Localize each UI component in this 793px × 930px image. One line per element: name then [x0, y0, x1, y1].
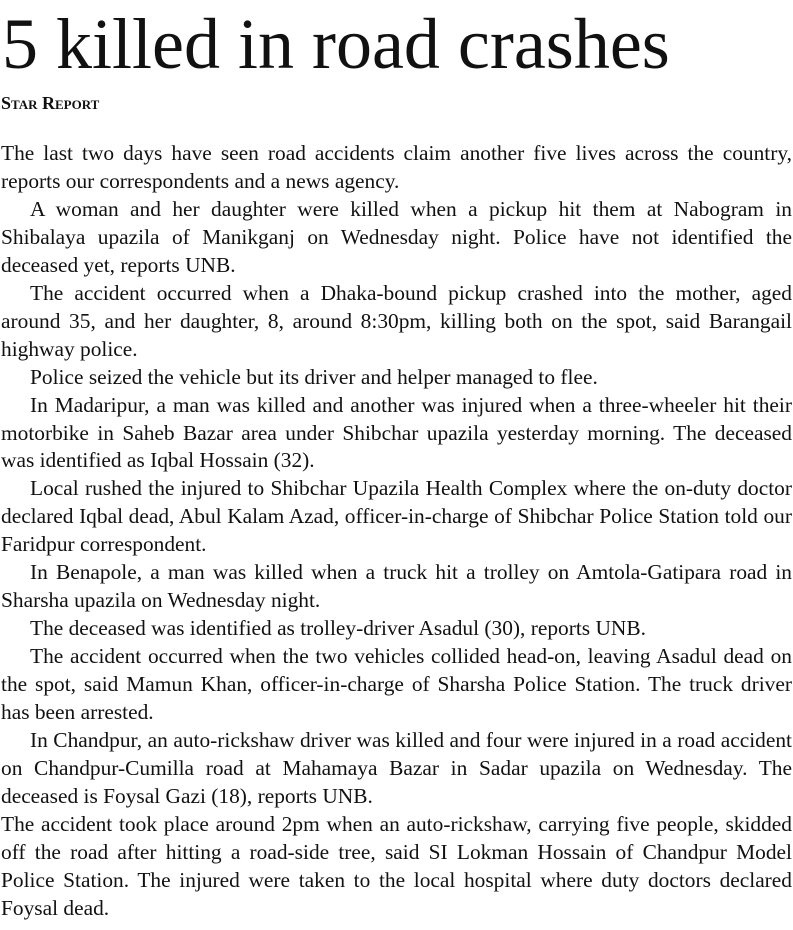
paragraph: Police seized the vehicle but its driver and helper managed to flee.: [30, 364, 598, 389]
paragraph: In Chandpur, an auto-rickshaw driver was killed and four were injured in a road accident on Chandpur-Cumilla road at Mahamaya Bazar in Sadar upazila on Wednesday. The deceased is Foysal Gazi (18), reports UNB.: [1, 728, 792, 808]
paragraph: Local rushed the injured to Shibchar Upazila Health Complex where the on-duty doctor declared Iqbal dead, Abul Kalam Azad, officer-in-charge of Shibchar Police Station told our Faridpur correspondent.: [1, 476, 792, 557]
paragraph: The deceased was identified as trolley-driver Asadul (30), reports UNB.: [30, 616, 646, 641]
article-byline: Star Report: [1, 93, 100, 113]
paragraph: In Benapole, a man was killed when a truck hit a trolley on Amtola-Gatipara road in Sharsha upazila on Wednesday night.: [1, 560, 792, 613]
paragraph: The accident took place around 2pm when an auto-rickshaw, carrying five people, skidded off the road after hitting a road-side tree, said SI Lokman Hossain of Chandpur Model Police Station. The injured were taken to the local hospital where duty doctors declared Foysal dead.: [1, 811, 792, 920]
paragraph: The accident occurred when the two vehicles collided head-on, leaving Asadul dead on the spot, said Mamun Khan, officer-in-charge of Sharsha Police Station. The truck driver has been arrested.: [1, 644, 792, 725]
article-body: [1, 140, 792, 923]
paragraph: The accident occurred when a Dhaka-bound pickup crashed into the mother, aged around 35, and her daughter, 8, around 8:30pm, killing both on the spot, said Barangail highway police.: [1, 280, 792, 361]
paragraph: A woman and her daughter were killed when a pickup hit them at Nabogram in Shibalaya upazila of Manikganj on Wednesday night. Police have not identified the deceased yet, reports UNB.: [1, 196, 792, 277]
paragraph: In Madaripur, a man was killed and another was injured when a three-wheeler hit their motorbike in Saheb Bazar area under Shibchar upazila yesterday morning. The deceased was identified as Iqbal Hossain (32).: [1, 392, 792, 473]
paragraph-intro: The last two days have seen road accidents claim another five lives across the country, reports our correspondents and a news agency.: [1, 141, 792, 193]
article-headline: 5 killed in road crashes: [2, 4, 670, 84]
